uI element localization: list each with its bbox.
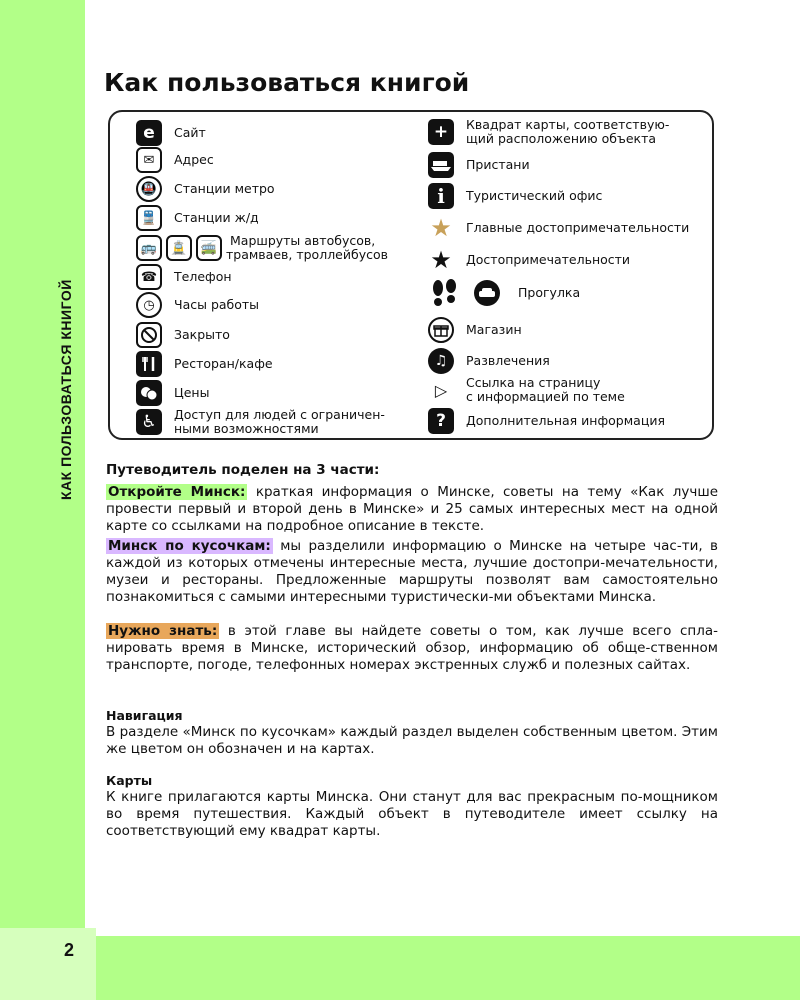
legend-item-more-info: ? Дополнительная информация — [428, 408, 665, 434]
train-icon: 🚆 — [136, 205, 162, 231]
legend-item-rail: 🚆 Станции ж/д — [136, 205, 259, 231]
page-link-arrow-icon: ▷ — [434, 380, 448, 400]
restaurant-icon — [136, 351, 162, 377]
legend-item-site: e Сайт — [136, 120, 206, 146]
prices-icon — [136, 380, 162, 406]
legend-item-pier: Пристани — [428, 152, 530, 178]
legend-box — [108, 110, 714, 440]
section-label: Нужно знать: — [108, 623, 218, 639]
section-label: Откройте Минск: — [108, 484, 246, 500]
map-grid-icon: + — [428, 119, 454, 145]
sections-heading: Путеводитель поделен на 3 части: — [106, 462, 380, 478]
section-minsk-by-pieces: Минск по кусочкам: мы разделили информацию о Минске на четыре час-ти, в каждой из которых отмечены интересные места, лучшие достопри-мечательности, музеи и рестораны. Предложенные маршруты позволят вам самостоятельно познакомиться с самыми интересными туристически-ми объектами Минска. — [106, 538, 719, 605]
legend-item-entertainment: ♫ Развлечения — [428, 348, 550, 374]
legend-item-sights: ★ Достопримечательности — [428, 247, 630, 273]
entertainment-icon: ♫ — [428, 348, 454, 374]
footprints-icon — [428, 280, 462, 306]
legend-item-metro: 🚇 Станции метро — [136, 176, 275, 202]
side-chapter-label: КАК ПОЛЬЗОВАТЬСЯ КНИГОЙ — [58, 279, 74, 500]
section-open-minsk: Откройте Минск: краткая информация о Минске, советы на тему «Как лучше провести первый и второй день в Минске» и 25 самых интересных мест на одной карте со ссылками на подробное описание в тексте. — [106, 484, 719, 534]
clock-icon: ◷ — [136, 292, 162, 318]
accessibility-icon: ♿ — [136, 409, 162, 435]
legend-item-restaurant: Ресторан/кафе — [136, 351, 273, 377]
legend-item-map-grid: + Квадрат карты, соответствую- щий расположению объекта — [428, 118, 669, 146]
envelope-icon: ✉ — [136, 147, 162, 173]
main-sight-star-icon: ★ — [430, 214, 452, 242]
legend-item-accessibility: ♿ Доступ для людей с ограничен- ными возможностями — [136, 408, 385, 436]
legend-item-phone: ☎ Телефон — [136, 264, 232, 290]
page-title: Как пользоваться книгой — [104, 68, 470, 97]
closed-icon — [136, 322, 162, 348]
legend-item-main-sights: ★ Главные достопримечательности — [428, 215, 689, 241]
page-number: 2 — [64, 940, 75, 960]
legend-item-hours: ◷ Часы работы — [136, 292, 259, 318]
more-info-icon: ? — [428, 408, 454, 434]
navigation-text: В разделе «Минск по кусочкам» каждый раздел выделен собственным цветом. Этим же цветом он обозначен и на картах. — [106, 724, 718, 757]
legend-item-shop: Магазин — [428, 317, 522, 343]
navigation-heading: Навигация — [106, 708, 183, 723]
side-band — [0, 0, 85, 1000]
section-need-to-know: Нужно знать: в этой главе вы найдете советы о том, как лучше всего спла-нировать время в Минске, исторический обзор, информацию об обще-ственном транспорте, погоде, телефонных номерах экстренных служб и полезных сайтах. — [106, 623, 718, 673]
bottom-band — [0, 936, 800, 1000]
legend-item-page-link: ▷ Ссылка на страницу с информацией по теме — [428, 376, 625, 404]
shop-icon — [428, 317, 454, 343]
telephone-icon: ☎ — [136, 264, 162, 290]
bus-icon: 🚌 — [136, 235, 162, 261]
tram-icon: 🚊 — [166, 235, 192, 261]
maps-heading: Карты — [106, 773, 153, 788]
legend-item-tourist-office: i Туристический офис — [428, 183, 602, 209]
legend-item-prices: Цены — [136, 380, 209, 406]
legend-item-transport: 🚌 🚊 🚎 Маршруты автобусов, трамваев, троллейбусов — [136, 234, 388, 262]
web-site-icon: e — [136, 120, 162, 146]
metro-icon: 🚇 — [136, 176, 162, 202]
pier-icon — [428, 152, 454, 178]
maps-text: К книге прилагаются карты Минска. Они станут для вас прекрасным по-мощником во время путешествия. Каждый объект в путеводителе имеет ссылку на соответствующий ему квадрат карты. — [106, 789, 718, 839]
section-label: Минск по кусочкам: — [108, 538, 271, 554]
legend-item-address: ✉ Адрес — [136, 147, 214, 173]
legend-item-walk: Прогулка — [428, 280, 580, 306]
page-number-box — [0, 928, 96, 1000]
sight-star-icon: ★ — [430, 246, 452, 274]
car-icon — [474, 280, 500, 306]
trolleybus-icon: 🚎 — [196, 235, 222, 261]
info-icon: i — [428, 183, 454, 209]
legend-item-closed: Закрыто — [136, 322, 230, 348]
